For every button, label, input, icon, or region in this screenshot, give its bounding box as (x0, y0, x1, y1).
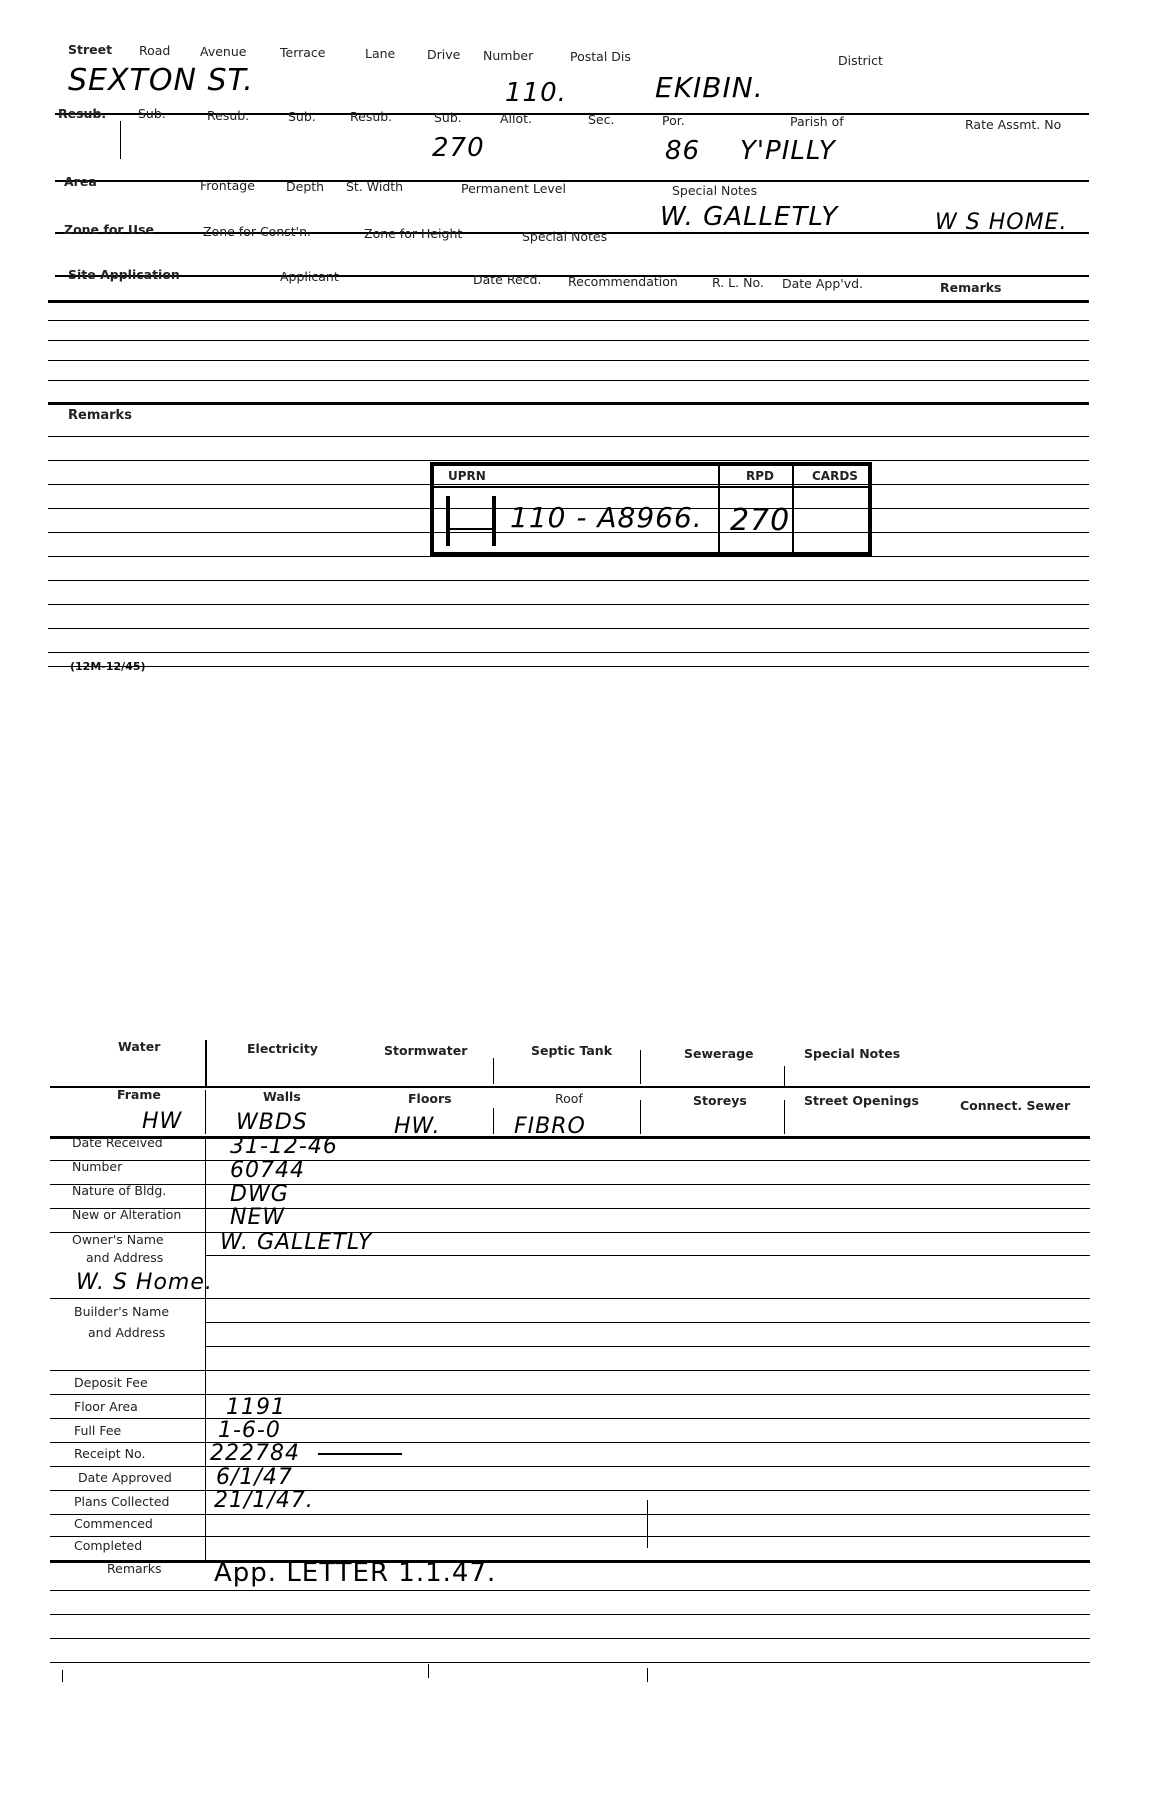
label-depth: Depth (286, 179, 325, 194)
owner-value: W. GALLETLY (660, 202, 839, 232)
row-line (50, 1418, 1090, 1419)
label-floors: Floors (408, 1091, 452, 1106)
por-value: 86 (665, 136, 701, 166)
label-nature-bldg: Nature of Bldg. (72, 1183, 167, 1198)
label-parish-of: Parish of (790, 114, 844, 129)
blank-line (50, 1590, 1090, 1591)
row-line (205, 1346, 1090, 1347)
label-area: Area (64, 174, 97, 189)
label-road: Road (139, 43, 171, 58)
label-remarks: Remarks (68, 408, 132, 423)
number-value: 110. (505, 78, 567, 108)
label-owners-name: Owner's Name (72, 1232, 164, 1247)
line-row5 (48, 300, 1089, 303)
label-terrace: Terrace (280, 45, 326, 60)
label-sec: Sec. (588, 112, 615, 127)
row-line (50, 1394, 1090, 1395)
uprn-value: 110 - A8966. (510, 501, 703, 534)
roof-value: FIBRO (514, 1114, 586, 1139)
row-line (50, 1442, 1090, 1443)
label-sub-2: Sub. (288, 109, 316, 124)
label-drive: Drive (427, 47, 461, 62)
label-special-notes-2: Special Notes (522, 229, 608, 244)
label-stormwater: Stormwater (384, 1043, 468, 1058)
uprn-label: UPRN (448, 469, 486, 483)
divider-h1-1 (205, 1040, 207, 1086)
label-special-notes-b: Special Notes (804, 1046, 901, 1061)
label-septic-tank: Septic Tank (531, 1043, 613, 1058)
label-electricity: Electricity (247, 1041, 318, 1056)
stamp-header-line (434, 486, 868, 488)
label-st-width: St. Width (346, 179, 404, 194)
uprn-stamp (430, 462, 872, 556)
blank-line (48, 320, 1089, 321)
divider-resub (120, 121, 121, 159)
label-por: Por. (662, 113, 685, 128)
row-line (50, 1232, 1090, 1233)
label-street-openings: Street Openings (804, 1093, 919, 1108)
blank-line (48, 580, 1089, 581)
line-before-remarks (50, 1560, 1090, 1563)
value-floor-area: 1191 (226, 1395, 286, 1420)
label-permanent-level: Permanent Level (461, 181, 566, 196)
blank-line (50, 1662, 1090, 1663)
label-sub-3: Sub. (434, 110, 462, 125)
label-special-notes-1: Special Notes (672, 183, 758, 198)
blank-line (48, 628, 1089, 629)
label-site-application: Site Application (68, 267, 180, 282)
divider-h2-2 (493, 1108, 494, 1134)
value-receipt-no: 222784 (210, 1441, 300, 1466)
label-receipt-no: Receipt No. (74, 1446, 146, 1461)
stamp-bar-mid (446, 528, 492, 530)
divider-h2-4 (784, 1100, 785, 1134)
blank-line (48, 604, 1089, 605)
blank-line (48, 340, 1089, 341)
label-completed: Completed (74, 1538, 143, 1553)
label-sewerage: Sewerage (684, 1046, 754, 1061)
cards-label: CARDS (812, 469, 858, 483)
floors-value: HW. (394, 1114, 441, 1139)
label-roof: Roof (555, 1091, 583, 1106)
row-line (205, 1255, 1090, 1256)
label-date-approved: Date Approved (78, 1470, 172, 1485)
label-recommendation: Recommendation (568, 274, 678, 289)
label-remarks-bottom: Remarks (107, 1561, 162, 1576)
label-rl-no: R. L. No. (712, 275, 764, 290)
label-builder-address: and Address (88, 1325, 166, 1340)
label-walls: Walls (263, 1089, 301, 1104)
label-frame: Frame (117, 1087, 161, 1102)
label-plans-collected: Plans Collected (74, 1494, 170, 1509)
label-applicant: Applicant (280, 269, 339, 284)
rpd-value: 270 (730, 503, 791, 538)
receipt-dash (318, 1453, 402, 1455)
label-district: District (838, 53, 883, 68)
line-header2 (50, 1136, 1090, 1139)
value-number: 60744 (230, 1158, 305, 1183)
row-line (50, 1536, 1090, 1537)
col-divider-2 (647, 1500, 648, 1548)
label-zone-height: Zone for Height (364, 226, 463, 241)
row-line (205, 1322, 1090, 1323)
sub-value: 270 (432, 133, 485, 163)
label-number: Number (483, 48, 534, 63)
divider-h2-3 (640, 1100, 641, 1134)
remarks-value: App. LETTER 1.1.47. (214, 1558, 497, 1588)
value-new-alteration: NEW (230, 1205, 286, 1230)
street-value: SEXTON ST. (68, 63, 254, 98)
line-header1 (50, 1086, 1090, 1088)
divider-h2-1 (205, 1090, 206, 1134)
label-frontage: Frontage (200, 178, 255, 193)
label-connect-sewer: Connect. Sewer (960, 1098, 1071, 1113)
value-plans-collected: 21/1/47. (214, 1488, 314, 1513)
label-allot: Allot. (500, 111, 533, 126)
label-date-received: Date Received (72, 1135, 163, 1150)
col-divider-1 (205, 1136, 206, 1560)
label-remarks-top: Remarks (940, 280, 1002, 295)
walls-value: WBDS (236, 1110, 308, 1135)
value-nature-bldg: DWG (230, 1182, 289, 1207)
row-line (50, 1514, 1090, 1515)
label-resub-2: Resub. (207, 108, 250, 123)
parish-value: Y'PILLY (740, 136, 836, 166)
value-full-fee: 1-6-0 (218, 1418, 281, 1443)
stamp-divider-2 (792, 466, 794, 552)
row-line (50, 1160, 1090, 1161)
value-date-approved: 6/1/47 (216, 1465, 293, 1490)
blank-line (48, 652, 1089, 653)
blank-line (48, 360, 1089, 361)
blank-line (48, 436, 1089, 437)
blank-line (50, 1638, 1090, 1639)
label-resub-3: Resub. (350, 109, 393, 124)
label-zone-use: Zone for Use (64, 222, 154, 237)
label-sub-1: Sub. (138, 106, 166, 121)
label-number-b: Number (72, 1159, 123, 1174)
label-commenced: Commenced (74, 1516, 153, 1531)
row-line (50, 1490, 1090, 1491)
rpd-label: RPD (746, 469, 774, 483)
divider-h1-2 (493, 1058, 494, 1084)
label-resub-1: Resub. (58, 106, 107, 121)
row-line (50, 1466, 1090, 1467)
stamp-divider-1 (718, 466, 720, 552)
label-owner-address: and Address (86, 1250, 164, 1265)
blank-line (48, 380, 1089, 381)
form-code: (12M-12/45) (70, 660, 146, 673)
label-full-fee: Full Fee (74, 1423, 122, 1438)
label-storeys: Storeys (693, 1093, 747, 1108)
label-zone-constn: Zone for Const'n. (203, 224, 312, 239)
label-builders-name: Builder's Name (74, 1304, 170, 1319)
label-deposit-fee: Deposit Fee (74, 1375, 148, 1390)
stamp-bar-right (492, 496, 496, 546)
row-line (50, 1298, 1090, 1299)
label-water: Water (118, 1039, 161, 1054)
tick-mark (647, 1668, 648, 1682)
label-rate-assmt: Rate Assmt. No (965, 117, 1062, 132)
divider-h1-3 (640, 1050, 641, 1084)
row-line (50, 1208, 1090, 1209)
stamp-bar-left (446, 496, 450, 546)
label-date-recd: Date Recd. (473, 272, 542, 287)
label-avenue: Avenue (200, 44, 247, 59)
tick-mark (428, 1664, 429, 1678)
tick-mark (62, 1670, 63, 1682)
line-remarks-top (48, 402, 1089, 405)
blank-line (48, 556, 1089, 557)
blank-line (50, 1614, 1090, 1615)
value-date-received: 31-12-46 (230, 1134, 338, 1159)
label-postal-dis: Postal Dis (570, 49, 631, 64)
label-street: Street (68, 42, 113, 57)
blank-line (48, 460, 1089, 461)
label-date-appvd: Date App'vd. (782, 276, 864, 291)
address-value: W S HOME. (935, 210, 1068, 235)
row-line (50, 1370, 1090, 1371)
divider-h1-4 (784, 1066, 785, 1086)
postal-value: EKIBIN. (655, 71, 764, 104)
label-floor-area: Floor Area (74, 1399, 138, 1414)
row-line (50, 1184, 1090, 1185)
value-owners-name: W. GALLETLY (220, 1230, 373, 1255)
label-new-alteration: New or Alteration (72, 1207, 182, 1222)
value-owner-address: W. S Home. (76, 1270, 213, 1295)
frame-value: HW (142, 1109, 183, 1134)
blank-line (48, 666, 1089, 667)
label-lane: Lane (365, 46, 396, 61)
